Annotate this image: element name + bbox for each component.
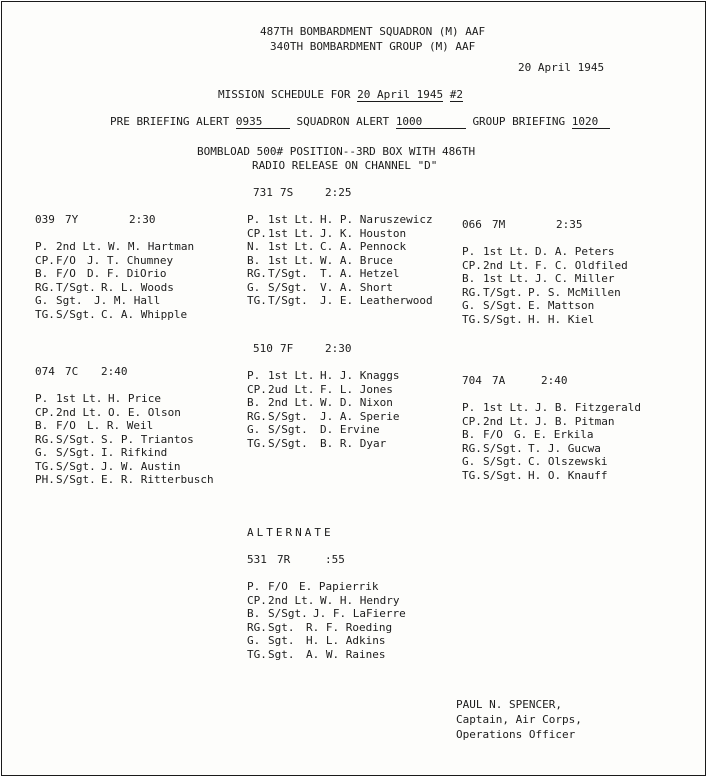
crew-name: J. A. Sperie — [320, 409, 400, 423]
crew-member-row — [462, 401, 672, 415]
crew-rank: 1st Lt. — [483, 401, 530, 414]
mission-schedule-label: MISSION SCHEDULE FOR — [218, 88, 351, 101]
crew-position: B. — [247, 396, 261, 409]
crew-member-row — [247, 580, 457, 594]
crew-name: E. Mattson — [528, 299, 595, 312]
crew-position: B. — [35, 419, 49, 432]
crew-name: L. R. Weil — [87, 419, 154, 432]
crew-member-row — [247, 369, 462, 383]
crew-name: D. Ervine — [320, 423, 380, 436]
crew-member-row — [35, 433, 245, 447]
crew-rank: S/Sgt. — [483, 312, 523, 326]
crew-member-row — [462, 428, 672, 442]
crew-member-row — [462, 442, 672, 456]
crew-rank: S/Sgt. — [483, 441, 523, 455]
crew-block-039 — [35, 213, 240, 321]
crew-member-row — [247, 227, 462, 241]
crew-position: CP. — [35, 405, 55, 419]
crew-rank: 2nd Lt. — [483, 258, 530, 272]
aircraft-id: 039 — [35, 213, 55, 226]
aircraft-code: 7A — [492, 374, 506, 387]
crew-rank: 1st Lt. — [483, 245, 530, 258]
crew-position: G. — [247, 423, 261, 436]
crew-name: J. M. Hall — [94, 294, 161, 307]
crew-name: V. A. Short — [320, 280, 393, 294]
crew-position: RG. — [35, 280, 55, 294]
crew-rank: 1st Lt. — [268, 240, 315, 253]
aircraft-id: 531 — [247, 553, 267, 566]
crew-position: CP. — [462, 258, 482, 272]
crew-header — [247, 342, 462, 356]
crew-name: D. A. Peters — [535, 245, 615, 258]
alerts-line — [110, 115, 610, 129]
aircraft-code: 7Y — [65, 213, 79, 226]
mission-number: #2 — [449, 88, 464, 101]
crew-member-row — [35, 240, 240, 254]
crew-member-row — [462, 455, 672, 469]
crew-position: CP. — [462, 414, 482, 428]
crew-name: A. W. Raines — [306, 647, 386, 661]
crew-position: RG. — [462, 285, 482, 299]
flight-time: 2:40 — [101, 365, 128, 378]
crew-header — [35, 213, 240, 227]
crew-rank: S/Sgt. — [56, 473, 96, 486]
crew-rank: S/Sgt. — [483, 455, 523, 468]
crew-name: H. P. Naruszewicz — [320, 213, 433, 226]
crew-position: N. — [247, 240, 261, 253]
group-heading: 340TH BOMBARDMENT GROUP (M) AAF — [270, 40, 476, 53]
crew-rank: S/Sgt. — [268, 280, 308, 294]
crew-name: H. O. Knauff — [528, 468, 608, 482]
crew-name: E. Papierrik — [299, 580, 379, 593]
crew-position: TG. — [35, 459, 55, 473]
crew-position: RG. — [35, 432, 55, 446]
crew-position: RG. — [247, 267, 267, 280]
crew-rank: S/Sgt. — [268, 423, 308, 436]
crew-position: P. — [35, 240, 49, 253]
crew-rank: 1st Lt. — [483, 272, 530, 285]
crew-block-074 — [35, 365, 245, 487]
crew-position: TG. — [247, 294, 267, 307]
crew-member-row — [247, 240, 462, 254]
crew-rank: 2nd Lt. — [268, 593, 315, 607]
crew-member-row — [247, 423, 462, 437]
crew-rank: 1st Lt. — [56, 392, 103, 405]
flight-time: :55 — [325, 553, 345, 566]
crew-name: J. K. Houston — [320, 226, 407, 240]
crew-position: G. — [247, 280, 261, 294]
crew-block-510 — [247, 342, 462, 450]
squadron-heading: 487TH BOMBARDMENT SQUADRON (M) AAF — [260, 25, 486, 38]
crew-name: G. E. Erkila — [514, 428, 594, 441]
crew-name: D. F. DiOrio — [87, 267, 167, 280]
crew-member-row — [247, 281, 462, 295]
crew-rank: S/Sgt. — [483, 468, 523, 482]
crew-position: CP. — [247, 593, 267, 607]
crew-member-row — [247, 267, 462, 281]
crew-name: J. F. LaFierre — [313, 607, 406, 620]
crew-member-row — [35, 281, 240, 295]
crew-rank: Sgt. — [56, 294, 83, 307]
mission-schedule-line — [218, 88, 463, 102]
crew-name: F. C. Oldfiled — [535, 258, 628, 272]
crew-position: RG. — [462, 441, 482, 455]
crew-member-row — [35, 473, 245, 487]
crew-position: TG. — [247, 436, 267, 450]
crew-block-531 — [247, 553, 457, 661]
crew-member-row — [247, 294, 462, 308]
crew-position: RG. — [247, 409, 267, 423]
crew-position: P. — [462, 401, 476, 414]
crew-rank: T/Sgt. — [483, 285, 523, 299]
crew-rank: Sgt. — [268, 620, 295, 634]
document-page — [1, 1, 706, 776]
crew-member-row — [247, 648, 457, 662]
crew-rank: S/Sgt. — [56, 307, 96, 321]
crew-member-row — [462, 259, 662, 273]
alternate-heading: ALTERNATE — [247, 526, 334, 539]
crew-header — [462, 218, 662, 232]
crew-rank: T/Sgt. — [268, 267, 308, 280]
crew-header — [35, 365, 245, 379]
crew-header — [247, 553, 457, 567]
crew-block-731 — [247, 186, 462, 308]
crew-position: CP. — [35, 253, 55, 267]
crew-member-row — [462, 313, 662, 327]
crew-position: TG. — [462, 312, 482, 326]
crew-rank: 2nd Lt. — [56, 240, 103, 253]
crew-block-704 — [462, 374, 672, 482]
crew-name: C. A. Whipple — [101, 307, 188, 321]
signature-title: Captain, Air Corps, — [456, 713, 582, 726]
crew-rank: 2ud Lt. — [268, 382, 315, 396]
crew-name: W. A. Bruce — [320, 253, 393, 267]
crew-rank: F/O — [56, 419, 76, 432]
crew-rank: F/O — [56, 267, 76, 280]
squadron-alert-label: SQUADRON ALERT — [296, 115, 390, 128]
crew-rank: T/Sgt. — [56, 280, 96, 294]
crew-rank: 2nd Lt. — [268, 396, 315, 409]
crew-name: F. L. Jones — [320, 382, 393, 396]
crew-rank: F/O — [56, 253, 76, 267]
crew-member-row — [462, 272, 662, 286]
aircraft-id: 510 — [253, 342, 273, 355]
crew-rank: S/Sgt. — [56, 432, 96, 446]
aircraft-id: 074 — [35, 365, 55, 378]
crew-member-row — [247, 594, 457, 608]
crew-member-row — [462, 245, 662, 259]
crew-position: P. — [247, 580, 261, 593]
aircraft-id: 731 — [253, 186, 273, 199]
crew-name: J. C. Miller — [535, 272, 615, 285]
crew-name: O. E. Olson — [108, 405, 181, 419]
crew-rank: S/Sgt. — [483, 299, 523, 312]
crew-header — [462, 374, 672, 388]
crew-position: B. — [462, 428, 476, 441]
crew-name: H. Price — [108, 392, 161, 405]
crew-name: J. E. Leatherwood — [320, 294, 433, 307]
group-briefing-time: 1020 — [572, 115, 610, 129]
crew-rank: T/Sgt. — [268, 294, 308, 307]
crew-position: TG. — [462, 468, 482, 482]
crew-rank: S/Sgt. — [268, 409, 308, 423]
aircraft-code: 7S — [280, 186, 294, 199]
bombload-line: BOMBLOAD 500# POSITION--3RD BOX WITH 486TH — [197, 145, 476, 158]
crew-block-066 — [462, 218, 662, 326]
crew-name: P. S. McMillen — [528, 285, 621, 299]
crew-name: I. Rifkind — [101, 446, 168, 459]
group-briefing-label: GROUP BRIEFING — [472, 115, 566, 128]
flight-time: 2:30 — [129, 213, 156, 226]
aircraft-code: 7R — [277, 553, 291, 566]
crew-position: TG. — [247, 647, 267, 661]
flight-time: 2:40 — [541, 374, 568, 387]
flight-time: 2:30 — [325, 342, 352, 355]
mission-schedule-date: 20 April 1945 — [357, 88, 444, 101]
crew-member-row — [247, 254, 462, 268]
crew-position: P. — [247, 369, 261, 382]
crew-member-row — [35, 446, 245, 460]
crew-name: T. J. Gucwa — [528, 441, 601, 455]
crew-name: J. T. Chumney — [87, 253, 174, 267]
crew-rank: S/Sgt. — [268, 436, 308, 450]
crew-position: G. — [35, 446, 49, 459]
crew-member-row — [35, 254, 240, 268]
aircraft-code: 7F — [280, 342, 294, 355]
crew-member-row — [462, 469, 672, 483]
crew-position: P. — [247, 213, 261, 226]
crew-position: G. — [247, 634, 261, 647]
crew-rank: Sgt. — [268, 647, 295, 661]
pre-briefing-time: 0935 — [236, 115, 290, 129]
crew-member-row — [247, 607, 457, 621]
crew-rank: Sgt. — [268, 634, 295, 647]
crew-member-row — [247, 396, 462, 410]
crew-rank: 1st Lt. — [268, 253, 315, 267]
crew-member-row — [35, 392, 245, 406]
crew-name: C. Olszewski — [528, 455, 608, 468]
crew-position: CP. — [247, 226, 267, 240]
crew-position: RG. — [247, 620, 267, 634]
crew-rank: 2nd Lt. — [483, 414, 530, 428]
crew-position: P. — [35, 392, 49, 405]
crew-member-row — [462, 286, 662, 300]
crew-position: TG. — [35, 307, 55, 321]
crew-member-row — [247, 437, 462, 451]
crew-member-row — [247, 213, 462, 227]
crew-member-row — [35, 294, 240, 308]
crew-name: J. W. Austin — [101, 459, 181, 473]
crew-rank: F/O — [268, 580, 288, 593]
radio-release-line: RADIO RELEASE ON CHANNEL "D" — [252, 159, 438, 172]
crew-name: W. M. Hartman — [108, 240, 195, 253]
crew-position: B. — [35, 267, 49, 280]
crew-position: B. — [462, 272, 476, 285]
crew-rank: S/Sgt. — [268, 607, 308, 620]
crew-name: H. L. Adkins — [306, 634, 386, 647]
crew-rank: F/O — [483, 428, 503, 441]
crew-name: W. D. Nixon — [320, 396, 393, 409]
crew-name: H. J. Knaggs — [320, 369, 400, 382]
crew-name: R. F. Roeding — [306, 620, 393, 634]
crew-name: C. A. Pennock — [320, 240, 407, 253]
crew-rank: 1st Lt. — [268, 369, 315, 382]
crew-name: R. L. Woods — [101, 280, 174, 294]
crew-member-row — [462, 415, 672, 429]
crew-name: B. R. Dyar — [320, 436, 387, 450]
crew-position: B. — [247, 253, 261, 267]
aircraft-id: 066 — [462, 218, 482, 231]
crew-member-row — [462, 299, 662, 313]
crew-position: CP. — [247, 382, 267, 396]
crew-rank: S/Sgt. — [56, 446, 96, 459]
crew-rank: 1st Lt. — [268, 226, 315, 240]
crew-name: W. H. Hendry — [320, 593, 400, 607]
crew-position: PH. — [35, 473, 55, 486]
crew-member-row — [247, 621, 457, 635]
crew-name: T. A. Hetzel — [320, 267, 400, 280]
aircraft-code: 7M — [492, 218, 506, 231]
crew-member-row — [35, 406, 245, 420]
crew-member-row — [35, 308, 240, 322]
crew-name: S. P. Triantos — [101, 432, 194, 446]
crew-name: H. H. Kiel — [528, 312, 595, 326]
crew-position: G. — [462, 299, 476, 312]
crew-member-row — [247, 410, 462, 424]
pre-briefing-label: PRE BRIEFING ALERT — [110, 115, 230, 128]
aircraft-id: 704 — [462, 374, 482, 387]
crew-rank: S/Sgt. — [56, 459, 96, 473]
crew-rank: 2nd Lt. — [56, 405, 103, 419]
crew-rank: 1st Lt. — [268, 213, 315, 226]
aircraft-code: 7C — [65, 365, 79, 378]
crew-member-row — [35, 267, 240, 281]
crew-name: J. B. Pitman — [535, 414, 615, 428]
signature-role: Operations Officer — [456, 728, 576, 741]
crew-member-row — [35, 460, 245, 474]
crew-position: B. — [247, 607, 261, 620]
crew-member-row — [247, 634, 457, 648]
crew-member-row — [35, 419, 245, 433]
crew-header — [247, 186, 462, 200]
crew-position: G. — [462, 455, 476, 468]
flight-time: 2:25 — [325, 186, 352, 199]
flight-time: 2:35 — [556, 218, 583, 231]
document-date: 20 April 1945 — [518, 61, 605, 74]
crew-member-row — [247, 383, 462, 397]
signature-name: PAUL N. SPENCER, — [456, 698, 562, 711]
crew-position: P. — [462, 245, 476, 258]
crew-name: E. R. Ritterbusch — [101, 473, 214, 486]
crew-name: J. B. Fitzgerald — [535, 401, 641, 414]
squadron-alert-time: 1000 — [396, 115, 466, 129]
crew-position: G. — [35, 294, 49, 307]
